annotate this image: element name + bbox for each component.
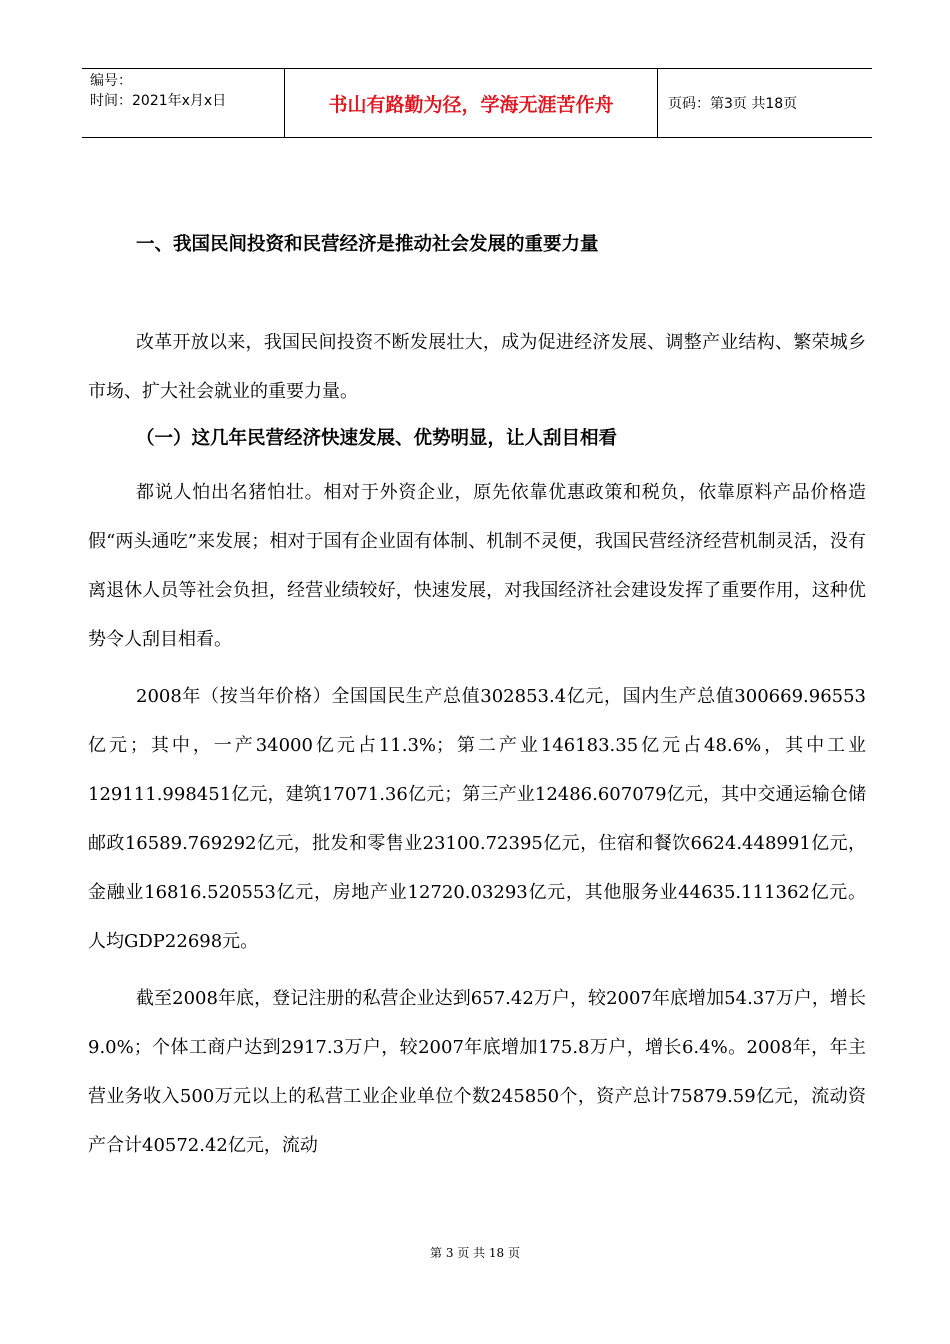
paragraph-intro: 改革开放以来，我国民间投资不断发展壮大，成为促进经济发展、调整产业结构、繁荣城乡市场、扩大社会就业的重要力量。: [88, 332, 866, 402]
page-header: [82, 68, 872, 138]
document-number-label: 编号：: [90, 73, 132, 89]
subsection-heading: （一）这几年民营经济快速发展、优势明显，让人刮目相看: [136, 428, 618, 449]
document-body: [88, 222, 866, 1170]
page-footer: 第 3 页 共 18 页: [430, 1246, 520, 1260]
header-motto: 书山有路勤为径，学海无涯苦作舟: [284, 69, 658, 137]
header-meta: [82, 69, 284, 137]
paragraph-advantages: 都说人怕出名猪怕壮。相对于外资企业，原先依靠优惠政策和税负，依靠原料产品价格造假“两头通吃”来发展；相对于国有企业固有体制、机制不灵便，我国民营经济经营机制灵活，没有离退休人员等社会负担，经营业绩较好，快速发展，对我国经济社会建设发挥了重要作用，这种优势令人刮目相看。: [88, 482, 866, 650]
section-heading: 一、我国民间投资和民营经济是推动社会发展的重要力量: [136, 234, 599, 255]
document-time-label: 时间：2021年x月x日: [90, 93, 227, 109]
paragraph-gdp-statistics: 2008年（按当年价格）全国国民生产总值302853.4亿元，国内生产总值300669.96553亿元；其中，一产34000亿元占11.3%；第二产业146183.35亿元占48.6%，其中工业129111.998451亿元，建筑17071.36亿元；第三产业12486.607079亿元，其中交通运输仓储邮政16589.769292亿元，批发和零售业23100.72395亿元，住宿和餐饮6624.448991亿元，金融业16816.520553亿元，房地产业12720.03293亿元，其他服务业44635.111362亿元。人均GDP22698元。: [88, 686, 866, 952]
header-page-info: 页码：第3页 共18页: [668, 96, 798, 112]
paragraph-private-enterprise: 截至2008年底，登记注册的私营企业达到657.42万户，较2007年底增加54.37万户，增长9.0%；个体工商户达到2917.3万户，较2007年底增加175.8万户，增长6.4%。2008年，年主营业务收入500万元以上的私营工业企业单位个数245850个，资产总计75879.59亿元，流动资产合计40572.42亿元，流动: [88, 988, 866, 1156]
